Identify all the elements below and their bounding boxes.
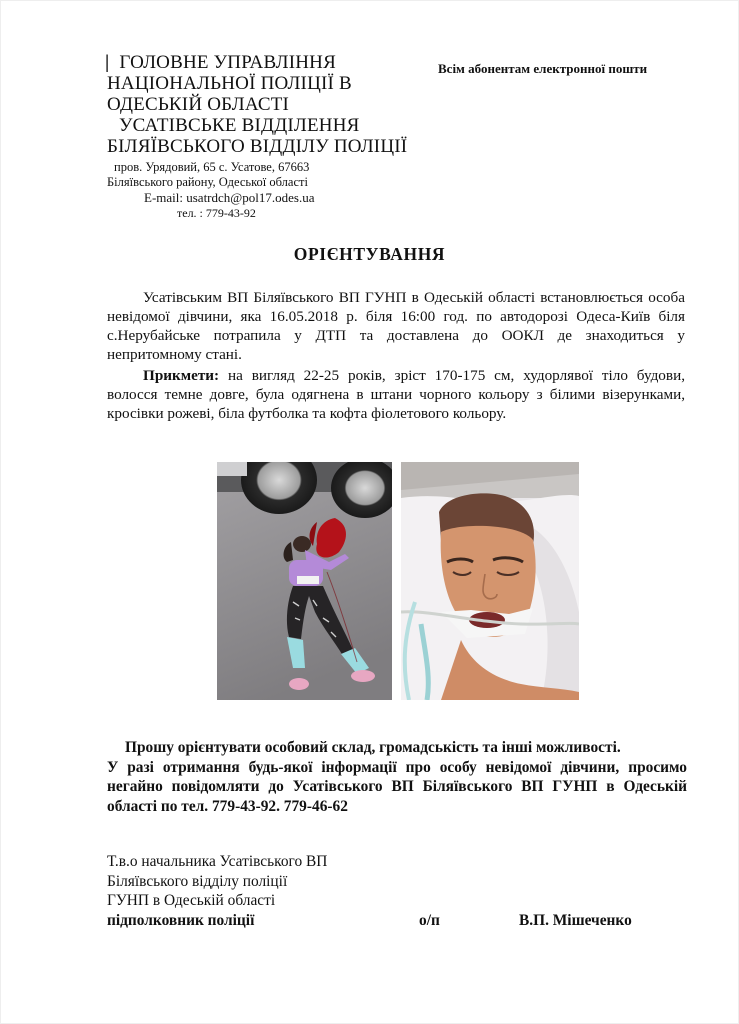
org-name-line: УСАТІВСЬКЕ ВІДДІЛЕННЯ (119, 115, 360, 136)
issuer-header (107, 52, 437, 221)
hospital-photo (401, 462, 579, 700)
scene-photo (217, 462, 392, 700)
signatory-department-line: Біляївського відділу поліції (107, 872, 288, 890)
appeal-block (107, 738, 687, 816)
org-name-line: НАЦІОНАЛЬНОЇ ПОЛІЦІЇ В (107, 73, 352, 94)
appeal-contact-text: У разі отримання будь-якої інформації про особу невідомої дівчини, просимо негайно повідомляти до Усатівського ВП Біляївського ВП ГУНП в Одеській області по тел. 779-43-92. 779-46-62 (107, 758, 687, 815)
appeal-line-1: Прошу орієнтувати особовий склад, громадськість та інші можливості. (125, 739, 621, 756)
org-name-line: | ГОЛОВНЕ УПРАВЛІННЯ (105, 52, 336, 73)
org-name-line: ОДЕСЬКІЙ ОБЛАСТІ (107, 94, 290, 115)
description-label: Прикмети: (143, 367, 220, 384)
signatory-name: В.П. Мішеченко (519, 911, 632, 929)
signature-block (107, 852, 687, 930)
signatory-rank: підполковник поліції (107, 911, 255, 929)
incident-paragraph: Усатівським ВП Біляївського ВП ГУНП в Одеській області встановлюється особа невідомої дівчини, яка 16.05.2018 р. біля 16:00 год. по автодорозі Одеса-Київ біля с.Нерубайське потрапила у ДТП та доставлена до ООКЛ де знаходиться у непритомному стані. (107, 289, 685, 363)
signatory-title-line: Т.в.о начальника Усатівського ВП (107, 853, 328, 870)
description-text: на вигляд 22-25 років, зріст 170-175 см, худорлявої тіло будови, волосся темне довге, була одягнена в штани чорного кольору з білими візерунками, кросівки рожеві, біла футболка та кофта фіолетового кольору. (107, 367, 685, 422)
email-line: E-mail: usatrdch@pol17.odes.ua (144, 190, 315, 205)
recipient-line: Всім абонентам електронної пошти (438, 61, 648, 76)
signatory-agency-line: ГУНП в Одеській області (107, 892, 276, 909)
signature-row (107, 911, 687, 931)
phone-line: тел. : 779-43-92 (177, 206, 256, 220)
org-name-line: БІЛЯЇВСЬКОГО ВІДДІЛУ ПОЛІЦІЇ (107, 136, 408, 157)
document-title: ОРІЄНТУВАННЯ (293, 244, 446, 264)
signature-mark: о/п (419, 911, 440, 929)
description-paragraph (107, 366, 685, 423)
address-region: Біляївського району, Одеської області (107, 175, 308, 189)
address-street: пров. Урядовий, 65 с. Усатове, 67663 (114, 160, 310, 174)
margin-marker: | (105, 52, 110, 73)
